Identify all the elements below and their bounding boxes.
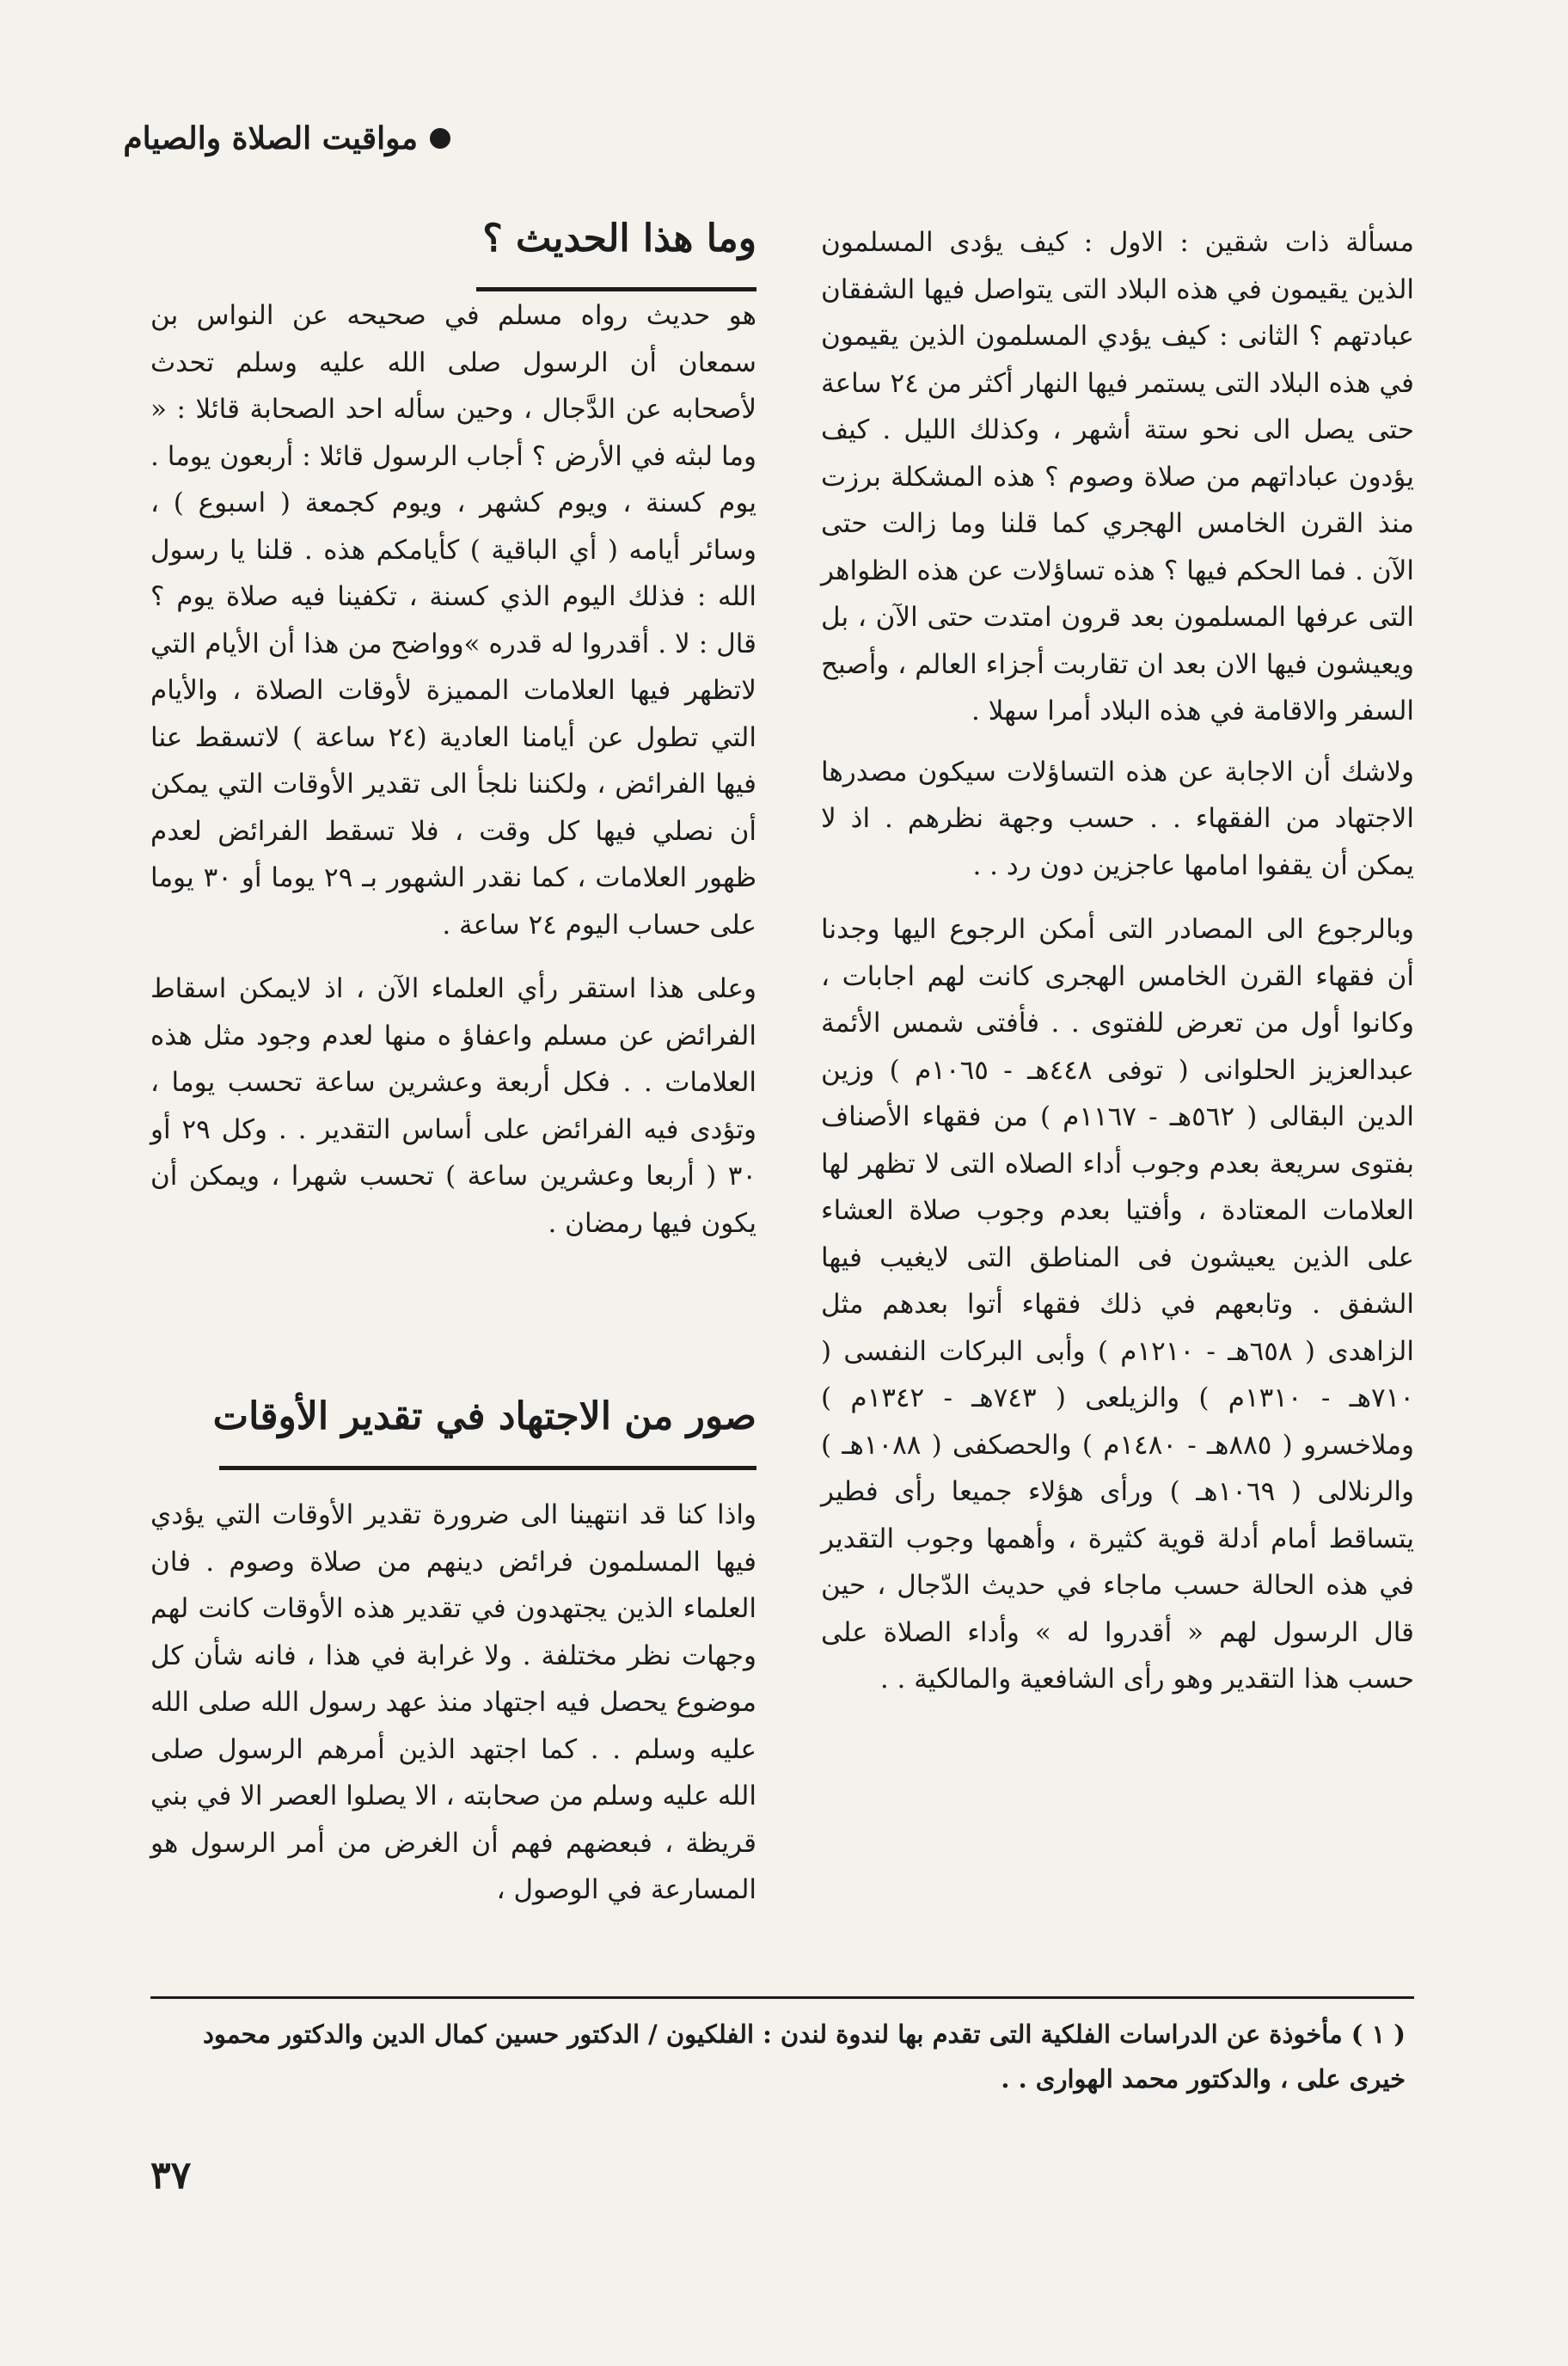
section-heading-hadith: وما هذا الحديث ؟: [482, 217, 756, 261]
right-paragraph-1: مسألة ذات شقين : الاول : كيف يؤدى المسلمون الذين يقيمون في هذه البلاد التى يتواصل فيها الشفقان عبادتهم ؟ الثانى : كيف يؤدي المسلمون الذين يقيمون في هذه البلاد التى يستمر فيها النهار أكثر من ٢٤ ساعة حتى يصل الى نحو ستة أشهر ، وكذلك الليل . كيف يؤدون عباداتهم من صلاة وصوم ؟ هذه المشكلة برزت منذ القرن الخامس الهجري كما قلنا وما زالت حتى الآن . فما الحكم فيها ؟ هذه تساؤلات عن هذه الظواهر التى عرفها المسلمون بعد قرون امتدت حتى الآن ، بل ويعيشون فيها الان بعد ان تقاربت أجزاء العالم ، وأصبح السفر والاقامة في هذه البلاد أمرا سهلا .: [821, 227, 1414, 726]
bullet-dot-icon: [430, 128, 450, 149]
left-column-bottom: [150, 1492, 756, 1914]
page-number: ٣٧: [150, 2154, 192, 2197]
heading-underline-2: [219, 1466, 756, 1470]
running-header-title: مواقيت الصلاة والصيام: [123, 120, 418, 156]
left-paragraph-2: وعلى هذا استقر رأي العلماء الآن ، اذ لايمكن اسقاط الفرائض عن مسلم واعفاؤ ه منها لعدم وجود مثل هذه العلامات . . فكل أربعة وعشرين ساعة تحسب يوما ، وتؤدى فيه الفرائض على أساس التقدير . . وكل ٢٩ أو ٣٠ ( أربعا وعشرين ساعة ) تحسب شهرا ، ويمكن أن يكون فيها رمضان .: [150, 973, 756, 1239]
right-paragraph-3: وبالرجوع الى المصادر التى أمكن الرجوع اليها وجدنا أن فقهاء القرن الخامس الهجرى كانت لهم اجابات ، وكانوا أول من تعرض للفتوى . . فأفتى شمس الأئمة عبدالعزيز الحلوانى ( توفى ٤٤٨هـ - ١٠٦٥م ) وزين الدين البقالى ( ٥٦٢هـ - ١١٦٧م ) من فقهاء الأصناف بفتوى سريعة بعدم وجوب أداء الصلاه التى لا تظهر لها العلامات المعتادة ، وأفتيا بعدم وجوب صلاة العشاء على الذين يعيشون فى المناطق التى لايغيب فيها الشفق . وتابعهم في ذلك فقهاء أتوا بعدهم مثل الزاهدى ( ٦٥٨هـ - ١٢١٠م ) وأبى البركات النفسى ( ٧١٠هـ - ١٣١٠م ) والزيلعى ( ٧٤٣هـ - ١٣٤٢م ) وملاخسرو ( ٨٨٥هـ - ١٤٨٠م ) والحصكفى ( ١٠٨٨هـ ) والرنلالى ( ١٠٦٩هـ ) ورأى هؤلاء جميعا رأى فطير يتساقط أمام أدلة قوية كثيرة ، وأهمها وجوب التقدير في هذه الحالة حسب ماجاء في حديث الدّجال ، حين قال الرسول لهم « أقدروا له » وأداء الصلاة على حسب هذا التقدير وهو رأى الشافعية والمالكية . .: [821, 914, 1414, 1695]
section-heading-ijtihad: صور من الاجتهاد في تقدير الأوقات: [212, 1394, 756, 1438]
footnote-divider: [150, 1996, 1414, 1999]
right-column: [821, 219, 1414, 1703]
right-paragraph-2: ولاشك أن الاجابة عن هذه التساؤلات سيكون مصدرها الاجتهاد من الفقهاء . . حسب وجهة نظرهم . اذ لا يمكن أن يقفوا امامها عاجزين دون رد . .: [821, 756, 1414, 881]
footnote: ( ١ ) مأخوذة عن الدراسات الفلكية التى تقدم بها لندوة لندن : الفلكيون / الدكتور حسين كمال الدين والدكتور محمود خيرى على ، والدكتور محمد الهوارى . .: [202, 2020, 1406, 2093]
left-column-top: [150, 292, 756, 1247]
left-paragraph-1: هو حديث رواه مسلم في صحيحه عن النواس بن سمعان أن الرسول صلى الله عليه وسلم تحدث لأصحابه عن الدَّجال ، وحين سأله احد الصحابة قائلا : « وما لبثه في الأرض ؟ أجاب الرسول قائلا : أربعون يوما . يوم كسنة ، ويوم كشهر ، ويوم كجمعة ( اسبوع ) ، وسائر أيامه ( أي الباقية ) كأيامكم هذه . قلنا يا رسول الله : فذلك اليوم الذي كسنة ، تكفينا فيه صلاة يوم ؟ قال : لا . أقدروا له قدره »وواضح من هذا أن الأيام التي لاتظهر فيها العلامات المميزة لأوقات الصلاة ، والأيام التي تطول عن أيامنا العادية (٢٤ ساعة ) لاتسقط عنا فيها الفرائض ، ولكننا نلجأ الى تقدير الأوقات التي يمكن أن نصلي فيها كل وقت ، فلا تسقط الفرائض لعدم ظهور العلامات ، كما نقدر الشهور بـ ٢٩ يوما أو ٣٠ يوما على حساب اليوم ٢٤ ساعة .: [150, 300, 756, 941]
left-paragraph-3: واذا كنا قد انتهينا الى ضرورة تقدير الأوقات التي يؤدي فيها المسلمون فرائض دينهم من صلاة وصوم . فان العلماء الذين يجتهدون في تقدير هذه الأوقات كانت لهم وجهات نظر مختلفة . ولا غرابة في هذا ، فانه شأن كل موضوع يحصل فيه اجتهاد منذ عهد رسول الله صلى الله عليه وسلم . . كما اجتهد الذين أمرهم الرسول صلى الله عليه وسلم من صحابته ، الا يصلوا العصر الا في بني قريظة ، فبعضهم فهم أن الغرض من أمر الرسول هو المسارعة في الوصول ،: [150, 1499, 756, 1905]
heading-underline-1: [476, 287, 756, 291]
running-header: [123, 120, 450, 156]
